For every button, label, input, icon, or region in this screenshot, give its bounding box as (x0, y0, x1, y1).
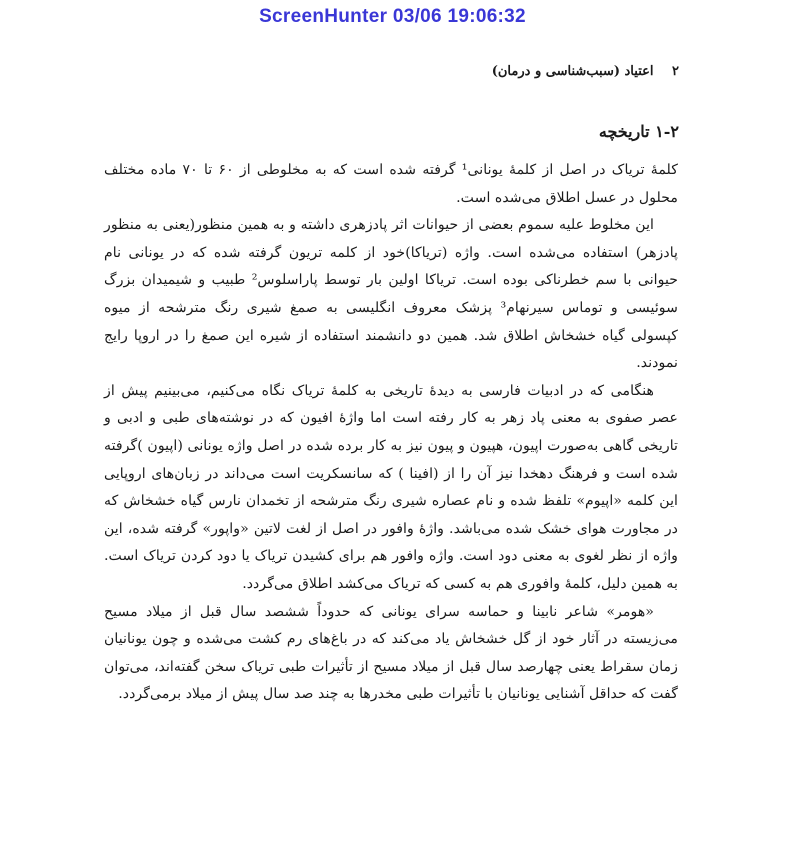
paragraph-1: کلمهٔ تریاک در اصل از کلمهٔ یونانی¹ گرفته شده است که به مخلوطی از ۶۰ تا ۷۰ ماده مختلف محلول در عسل اطلاق می‌شده است. (104, 162, 679, 206)
section-title: ۱-۲ تاریخچه (598, 122, 679, 141)
screenhunter-watermark: ScreenHunter 03/06 19:06:32 (259, 6, 526, 27)
paragraph-3: هنگامی که در ادبیات فارسی به دیدهٔ تاریخی به کلمهٔ تریاک نگاه می‌کنیم، می‌بینیم پیش از عصر صفوی به معنی پاد زهر به کار رفته است اما واژهٔ افیون که در نوشته‌های طبی و ادبی و تاریخی گاهی به‌صورت اپیون، هپیون و پیون نیز به کار برده شده در اصل واژه یونانی (اپیون )گرفته شده است و فرهنگ دهخدا نیز آن را از (افینا ) که سانسکریت است می‌داند در زبان‌های اروپایی این کلمه «اپیوم» تلفظ شده و نام عصاره شیری رنگ مترشحه از تخمدان نارس گیاه خشخاش که در مجاورت هوای خشک شده می‌باشد. واژهٔ وافور در اصل از لغت لاتین «واپور» گرفته شده، این واژه از نظر لغوی به معنی دود است. واژه وافور هم برای کشیدن تریاک یا دود کردن تریاک است. به همین دلیل، کلمهٔ وافوری هم به کسی که تریاک می‌کشد اطلاق می‌گردد. (104, 382, 678, 592)
paragraph-4: «هومر» شاعر نابینا و حماسه سرای یونانی که حدوداً ششصد سال قبل از میلاد مسیح می‌زیسته در آثار خود از گل خشخاش یاد می‌کند که در باغ‌های رم کشت می‌شده و چون یونانیان زمان سقراط یعنی چهارصد سال قبل از میلاد مسیح از تأثیرات طبی تریاک سخن گفته‌اند، می‌توان گفت که حداقل آشنایی یونانیان با تأثیرات طبی مخدرها به چند صد سال پیش از میلاد برمی‌گردد. (104, 603, 678, 703)
running-title: اعتیاد (سبب‌شناسی و درمان) (491, 64, 654, 79)
paragraph-2: این مخلوط علیه سموم بعضی از حیوانات اثر پادزهری داشته و به همین منظور(یعنی به منظور پادزهر) استفاده می‌شده است. واژه (تریاکا)خود از کلمه تریون گرفته شده که در یونانی نام حیوانی با سم خطرناکی بوده است. تریاکا اولین بار توسط پاراسلوس² طبیب و شیمیدان بزرگ سوئیسی و توماس سیرنهام³ پزشک معروف انگلیسی به صمغ شیری رنگ مترشحه از میوه کپسولی گیاه خشخاش اطلاق شد. همین دو دانشمند استفاده از شیره این صمغ را در اروپا رایج نمودند. (104, 217, 679, 372)
page-number: ۲ (672, 64, 679, 79)
body-text (104, 157, 678, 709)
running-header (492, 64, 679, 79)
